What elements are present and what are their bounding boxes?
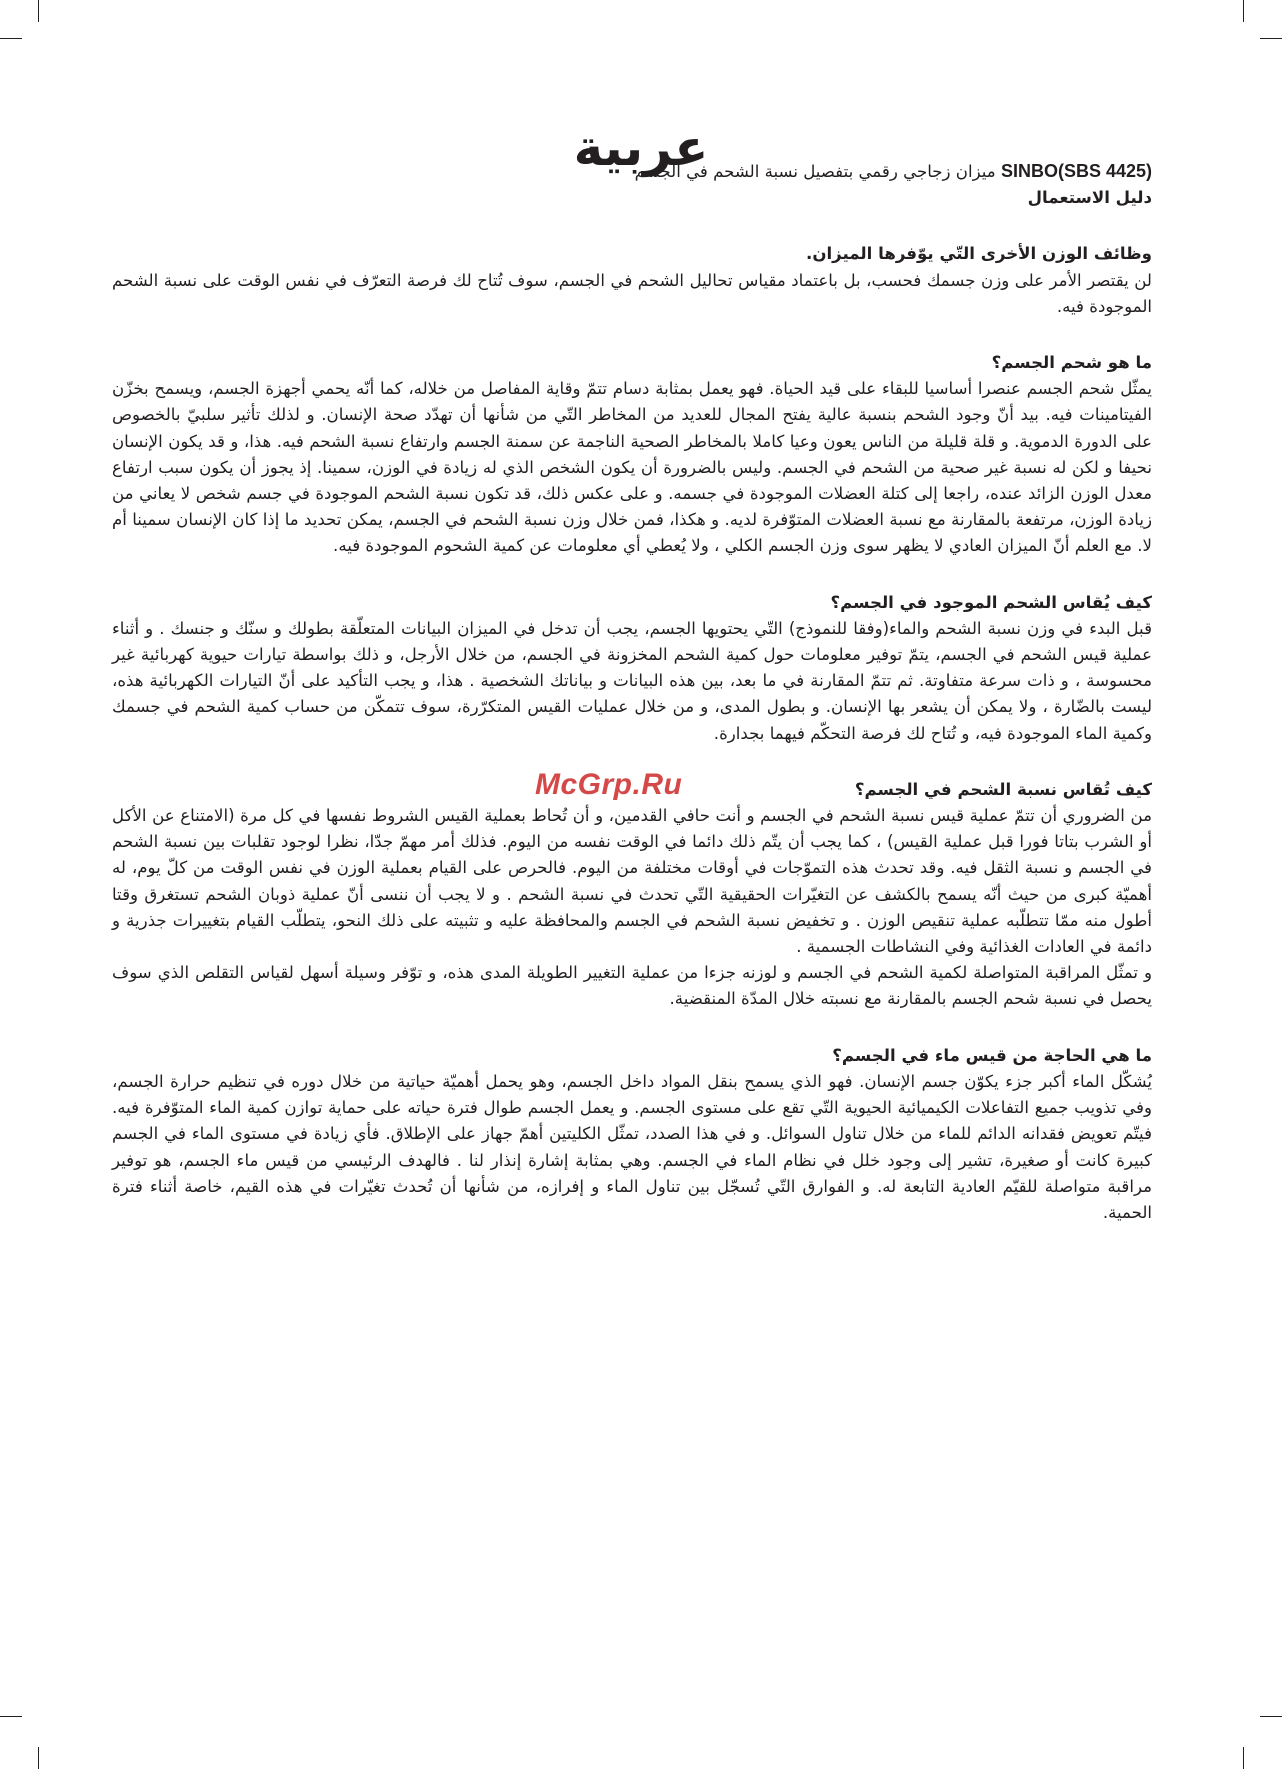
section-heading: كيف تُقاس نسبة الشحم في الجسم؟: [854, 779, 1152, 799]
section-other-functions: [112, 241, 1152, 320]
section-heading: ما هي الحاجة من قيس ماء في الجسم؟: [832, 1045, 1152, 1065]
section-heading: ما هو شحم الجسم؟: [991, 353, 1152, 373]
section-paragraph: يُشكّل الماء أكبر جزء يكوّن جسم الإنسان. فهو الذي يسمح بنقل المواد داخل الجسم، وهو يحمل أهميّة حياتية من خلال دوره في تنظيم حرارة الجسم، وفي تذويب جميع التفاعلات الكيميائية الحيوية التّي تقع على مستوى الجسم. و يعمل الجسم طوال فترة حياته على حماية توازن كمية الماء المتوّفرة فيه. فيتّم تعويض فقدانه الدائم للماء من خلال تناول السوائل. و في هذا الصدد، تمثّل الكليتين أهمّ جهاز على الإطلاق. فأي زيادة في مستوى الماء في الجسم كبيرة كانت أو صغيرة، تشير إلى وجود خلل في نظام الماء في الجسم. وهي بمثابة إشارة إنذار لنا . فالهدف الرئيسي من قيس ماء الجسم، هو توفير مراقبة متواصلة للقيّم العادية التابعة له. و الفوارق التّي تُسجّل بين تناول الماء و إفرازه، من شأنها أن تُحدث تغيّرات في هذه القيم، خاصة أثناء فترة الحمية.: [112, 1071, 1152, 1222]
crop-mark-bottom-right-v: [1243, 1747, 1244, 1769]
section-paragraph: لن يقتصر الأمر على وزن جسمك فحسب، بل باعتماد مقياس تحاليل الشحم في الجسم، سوف تُتاح لك فرصة التعرّف في نفس الوقت على نسبة الشحم الموجودة فيه.: [112, 270, 1152, 316]
section-paragraph: من الضروري أن تتمّ عملية قيس نسبة الشحم في الجسم و أنت حافي القدمين، و أن تُحاط بعملية القيس الشروط نفسها في كل مرة (الامتناع عن الأكل أو الشرب بتاتا فورا قبل عملية القيس) ، كما يجب أن يتّم ذلك دائما في الوقت نفسه من اليوم. فذلك أمر مهمّ جدّا، نظرا لوجود تقلبات بين نسبة الشحم في الجسم و نسبة الثقل فيه. وقد تحدث هذه التموّجات في أوقات مختلفة من اليوم. فالحرص على القيام بعملية الوزن في نفس الوقت من كلّ يوم، له أهميّة كبرى من حيث أنّه يسمح بالكشف عن التغيّرات الحقيقية التّي تحدث في نسبة الشحم . و لا يجب أن ننسى أنّ عملية ذوبان الشحم تستغرق وقتا أطول منه ممّا تتطلّبه عملية تنقيص الوزن . و تخفيض نسبة الشحم في الجسم والمحافظة عليه و تثبيته على ذلك النحو، يتطلّب القيام بتغييرات جذرية و دائمة في العادات الغذائية وفي النشاطات الجسمية .: [112, 806, 1152, 957]
crop-mark-top-right-h: [1260, 38, 1282, 39]
subtitle-text: ميزان زجاجي رقمي بتفصيل نسبة الشحم في الجسم: [634, 162, 996, 181]
crop-mark-bottom-left-h: [0, 1716, 22, 1717]
manual-label: دليل الاستعمال: [1027, 188, 1152, 208]
model-name: SINBO(SBS 4425): [1000, 161, 1152, 181]
document-body: [112, 158, 1152, 1256]
crop-mark-bottom-right-h: [1260, 1716, 1282, 1717]
section-fat-ratio: [112, 777, 1152, 1013]
section-fat-measurement: [112, 590, 1152, 747]
crop-mark-top-left-h: [0, 38, 22, 39]
document-subtitle: [112, 158, 1152, 185]
crop-mark-top-left-v: [38, 0, 39, 22]
crop-mark-bottom-left-v: [38, 1747, 39, 1769]
section-heading: كيف يُقاس الشحم الموجود في الجسم؟: [830, 592, 1152, 612]
section-paragraph: و تمثّل المراقبة المتواصلة لكمية الشحم في الجسم و لوزنه جزءا من عملية التغيير الطويلة المدى هذه، و توّفر وسيلة أسهل لقياس التقلص الذي سوف يحصل في نسبة شحم الجسم بالمقارنة مع نسبته خلال المدّة المنقضية.: [112, 963, 1152, 1009]
section-body-fat: [112, 350, 1152, 560]
section-water-measurement: [112, 1043, 1152, 1226]
page-title: عربية: [573, 118, 709, 177]
watermark: McGrp.Ru: [535, 768, 683, 801]
section-heading: وظائف الوزن الأخرى التّي يوّفرها الميزان.: [806, 244, 1152, 264]
crop-mark-top-right-v: [1243, 0, 1244, 22]
section-paragraph: قبل البدء في وزن نسبة الشحم والماء(وفقا للنموذج) التّي يحتويها الجسم، يجب أن تدخل في الميزان البيانات المتعلّقة بطولك و سنّك و جنسك . و أثناء عملية قيس الشحم في الجسم، يتمّ توفير معلومات حول كمية الشحم المخزونة في الجسم، من خلال الأرجل، و ذلك بواسطة تيارات حيوية كهربائية غير محسوسة ، و ذات سرعة متفاوتة. ثم تتمّ المقارنة في ما بعد، بين هذه البيانات و بياناتك الشخصية . هذا، و يجب التأكيد على أنّ التيارات الكهربائية هذه، ليست بالضّارة ، ولا يمكن أن يشعر بها الإنسان. و بطول المدى، و من خلال عمليات القيس المتكرّرة، سوف تتمكّن من حساب كمية الشحم في جسمك وكمية الماء الموجودة فيه، و تُتاح لك فرصة التحكّم فيهما بجدارة.: [112, 618, 1152, 743]
section-paragraph: يمثّل شحم الجسم عنصرا أساسيا للبقاء على قيد الحياة. فهو يعمل بمثابة دسام تتمّ وقاية المفاصل من خلاله، كما أنّه يحمي أجهزة الجسم، ويسمح بخزّن الفيتامينات فيه. بيد أنّ وجود الشحم بنسبة عالية يفتح المجال للعديد من المخاطر التّي من شأنها أن تهدّد صحة الإنسان. و لذلك تأثير سلبيّ بالخصوص على الدورة الدموية. و قلة قليلة من الناس يعون وعيا كاملا بالمخاطر الصحية الناجمة عن سمنة الجسم وارتفاع نسبة الشحم فيه. هذا، و قد يكون الإنسان نحيفا و لكن له نسبة غير صحية من الشحم في الجسم. وليس بالضرورة أن يكون الشخص الذي له زيادة في الوزن، سمينا. إذ يجوز أن يكون سبب ارتفاع معدل الوزن الزائد عنده، راجعا إلى كتلة العضلات الموجودة في جسمه. و على عكس ذلك، قد تكون نسبة الشحم الموجودة في جسم شخص لا يعاني من زيادة الوزن، مرتفعة بالمقارنة مع نسبة العضلات المتوّفرة لديه. و هكذا، فمن خلال وزن نسبة الشحم في الجسم، يمكن تحديد ما إذا كان الإنسان سمينا أم لا. مع العلم أنّ الميزان العادي لا يظهر سوى وزن الجسم الكلي ، ولا يُعطي أي معلومات عن كمية الشحوم الموجودة فيه.: [112, 379, 1152, 556]
